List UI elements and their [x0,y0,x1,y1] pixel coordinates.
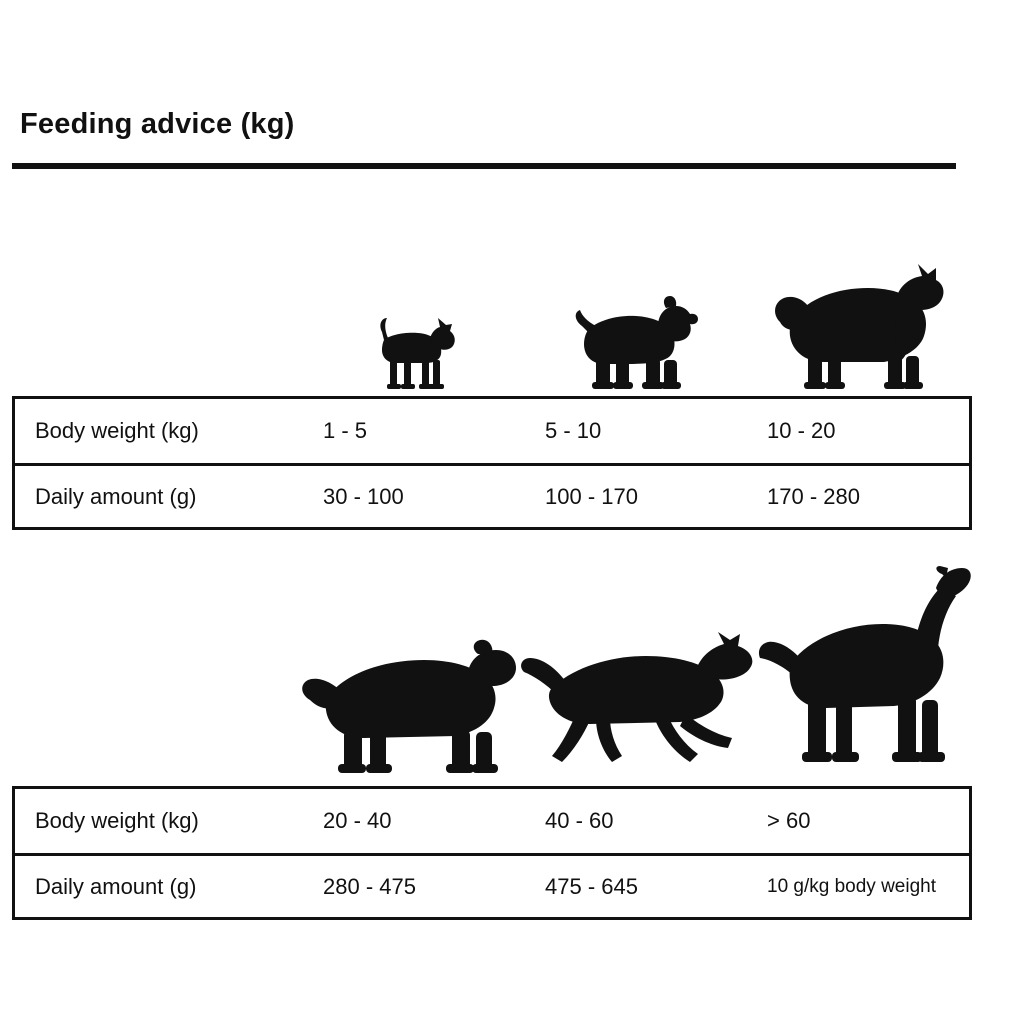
illustration-spacer [12,252,300,392]
collie-silhouette [748,252,972,392]
row-label: Body weight (kg) [35,418,199,443]
table-row [15,463,969,527]
row-label: Daily amount (g) [35,483,197,509]
dog-illustrations-small [12,252,972,392]
cell-value: 10 g/kg body weight [767,875,937,897]
puppy-silhouette [524,252,748,392]
cell-value: 40 - 60 [545,808,614,833]
feeding-table-small [12,396,972,530]
chihuahua-silhouette [300,252,524,392]
row-label: Daily amount (g) [35,873,197,899]
row-label: Body weight (kg) [35,808,199,833]
cell-value: 475 - 645 [545,873,638,899]
cell-value: 5 - 10 [545,418,602,443]
table-row [15,789,969,853]
dog-illustrations-large [12,556,972,778]
labrador-silhouette [300,556,518,778]
cell-value: 280 - 475 [323,873,416,899]
feeding-table-large [12,786,972,920]
cell-value: 100 - 170 [545,483,638,509]
cell-value: 170 - 280 [767,483,860,509]
cell-value: 30 - 100 [323,483,404,509]
page-title: Feeding advice (kg) [20,108,295,140]
table-row [15,399,969,463]
title-divider [12,163,956,169]
illustration-spacer [12,556,300,778]
cell-value: 1 - 5 [323,418,368,443]
table-row [15,853,969,917]
running-dog-silhouette [518,556,756,778]
cell-value: 10 - 20 [767,418,836,443]
cell-value: 20 - 40 [323,808,392,833]
cell-value: > 60 [767,808,811,833]
great-dane-silhouette [756,556,972,778]
